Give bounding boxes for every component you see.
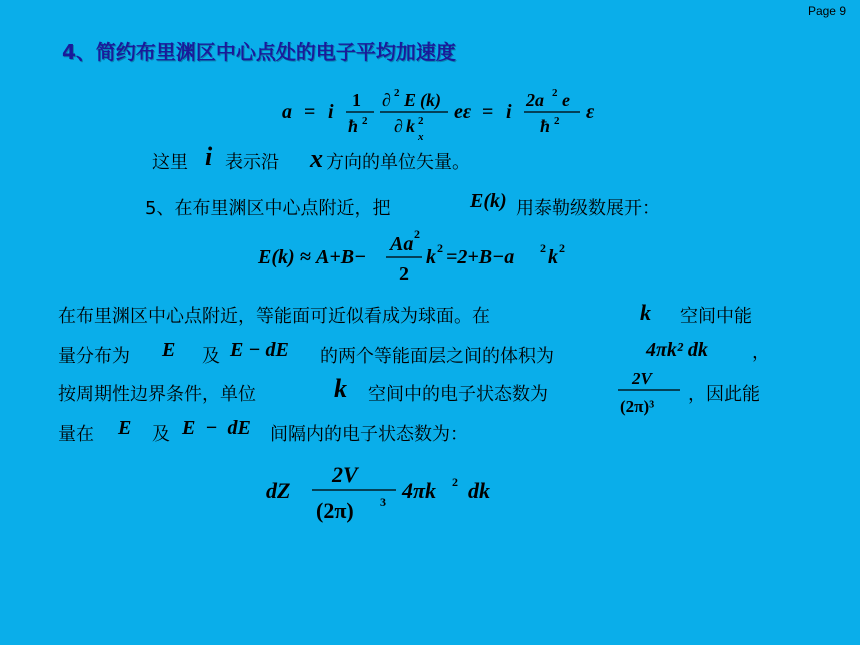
eq3-rest-sup: 2 (452, 475, 458, 489)
frac-num: 2V (632, 369, 652, 388)
eq1-e-eps: eε (454, 101, 472, 123)
eq2-approx: ≈ (300, 246, 311, 268)
eq3-num: 2V (332, 462, 358, 487)
taylor-expansion-equation (256, 224, 586, 290)
eq1-partial-bottom: ∂ (394, 116, 403, 136)
para3-line1-a: 在布里渊区中心点附近，等能面可近似看成为球面。在 (58, 306, 490, 327)
density-of-states-equation (262, 462, 522, 534)
eq1-one: 1 (352, 90, 361, 110)
eq2-rhs-k: k (548, 246, 558, 268)
eq2-k-sup: 2 (437, 241, 443, 255)
para3-line2-EdE: E − dE (230, 339, 289, 361)
para3-line4-EdE: E − dE (182, 417, 251, 439)
eq1-k-exp: 2 (418, 115, 424, 127)
para1-suffix: 方向的单位矢量。 (326, 152, 470, 173)
para3-line4-and: 及 (152, 424, 170, 445)
para3-line2-comma: ， (752, 342, 770, 363)
eq1-a: a (282, 101, 292, 123)
section-heading: 4、简约布里渊区中心点处的电子平均加速度 (62, 40, 456, 64)
eq1-hbar2: ħ (540, 116, 551, 136)
eq1-kparen: (k) (420, 90, 441, 110)
para3-line1-var-k: k (640, 300, 651, 325)
eq1-2a: 2a (526, 90, 544, 110)
acceleration-equation (280, 82, 630, 144)
eq1-partial-top: ∂ (382, 90, 391, 110)
para3-line2-b: 的两个等能面层之间的体积为 (320, 346, 554, 367)
eq2-rhs-sup-a: 2 (540, 241, 546, 255)
eq2-num-sup: 2 (414, 227, 420, 241)
para3-line3-k: k (334, 374, 347, 403)
eq2-den: 2 (399, 263, 409, 285)
para3-line2-E: E (162, 339, 176, 361)
eq2-terms: A+B− (316, 246, 367, 268)
para1-var-i: i (205, 142, 213, 171)
para3-line2-a: 量分布为 (58, 346, 130, 367)
eq3-dk: dk (468, 478, 490, 503)
frac-den: (2π)³ (620, 397, 655, 416)
eq3-rest: 4πk (402, 478, 437, 503)
para3-line3-b: 空间中的电子状态数为 (368, 384, 548, 405)
para2-prefix: 5、在布里渊区中心点附近，把 (145, 198, 391, 219)
para3-line4-E: E (118, 417, 132, 439)
eq2-rhs-sup-k: 2 (559, 241, 565, 255)
para3-line2-and: 及 (202, 346, 220, 367)
eq1-i2: i (506, 101, 512, 123)
eq1-hbar2-exp: 2 (554, 115, 560, 127)
para3-line3-a: 按周期性边界条件，单位 (58, 384, 256, 405)
para1-mid: 表示沿 (225, 152, 279, 173)
para3-line4-b: 间隔内的电子状态数为： (270, 424, 468, 445)
para3-line3-c: ，因此能 (688, 384, 760, 405)
eq1-equals2: = (482, 101, 494, 123)
para3-line2-vol: 4πk² dk (646, 339, 708, 361)
eq1-equals: = (304, 101, 316, 123)
para3-line4-a: 量在 (58, 424, 94, 445)
eq3-dZ: dZ (266, 478, 291, 503)
eq1-hbar: ħ (348, 116, 359, 136)
para3-line1-b: 空间中能 (680, 306, 752, 327)
eq1-a-exp: 2 (552, 87, 558, 99)
eq1-i: i (328, 101, 334, 123)
eq1-eps: ε (586, 101, 595, 123)
eq1-E: E (404, 90, 417, 110)
page-number: Page 9 (807, 4, 846, 18)
para2-suffix: 用泰勒级数展开： (516, 198, 660, 219)
eq2-rhs: =2+B−a (446, 246, 515, 268)
para1-var-x: x (310, 144, 323, 173)
eq2-k: k (426, 246, 436, 268)
eq1-e: e (562, 90, 570, 110)
para1-prefix: 这里 (152, 152, 188, 173)
eq2-num: Aa (390, 233, 414, 255)
eq2-lhs: E(k) (258, 246, 295, 268)
eq1-hbar-exp: 2 (362, 115, 368, 127)
eq1-partial-exp: 2 (394, 87, 400, 99)
para2-var-Ek: E(k) (470, 190, 507, 212)
eq1-k: k (406, 116, 415, 136)
states-per-k-fraction (612, 366, 688, 422)
eq3-den-sup: 3 (380, 495, 386, 509)
eq1-k-sub: x (418, 131, 424, 143)
eq3-den: (2π) (316, 498, 354, 523)
